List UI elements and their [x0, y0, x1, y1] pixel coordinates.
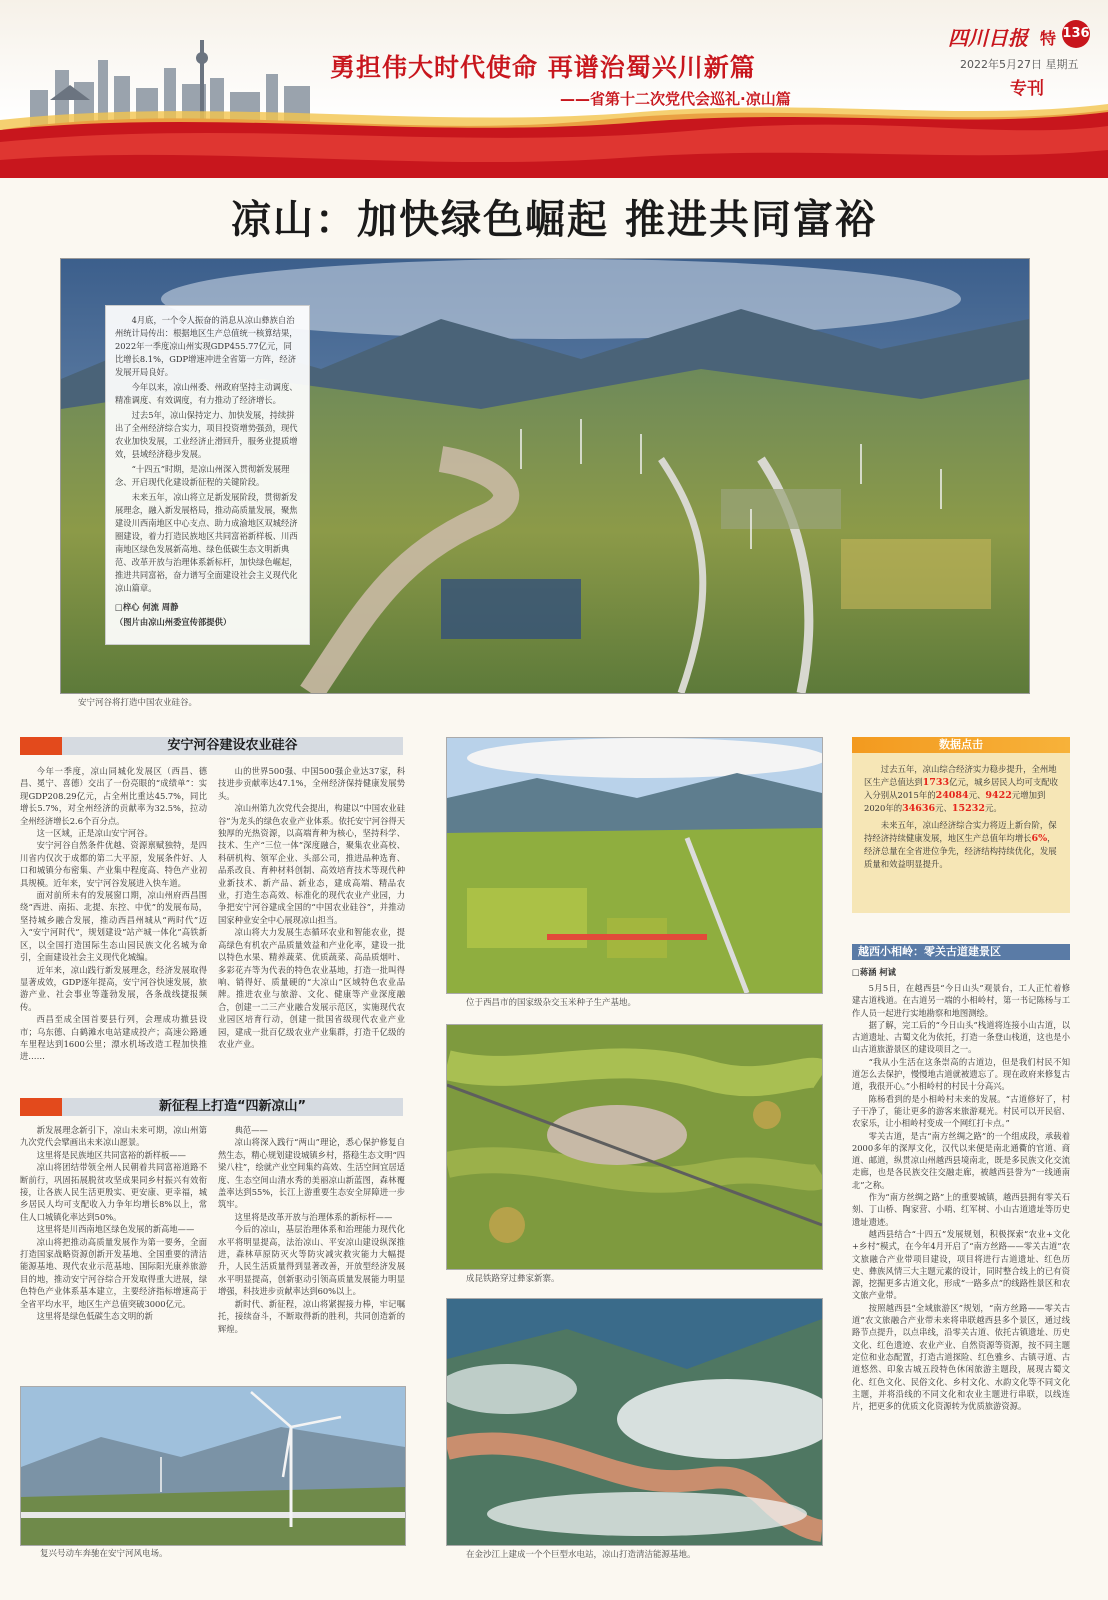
article-paragraph: 这里将是绿色低碳生态文明的新 [36, 1311, 153, 1322]
wind-turbine-train-image [21, 1387, 405, 1545]
section2-column-1 [20, 1124, 207, 1379]
hero-caption: 安宁河谷将打造中国农业硅谷。 [78, 698, 198, 708]
yuexi-article-body [852, 982, 1070, 1544]
issue-date: 2022年5月27日 星期五 [960, 58, 1079, 71]
article-paragraph: 凉山将大力发展生态循环农业和智能农业，提高绿色有机农产品质量效益和产业化率，建设一批以特色水果、精养蔬菜、优质蔬菜、高品质烟叶、多彩花卉等为代表的特色农业基地，打造一批叫得响、销得好、质量硬的“大凉山”区域特色农业品牌。推进农业与旅游、文化、健康等产业深度融合，创建一二三产业融合发展示范区，实施现代农业园区培育行动，创建一批国省级现代农业产业园，建成一批百亿级农业产业集群，打造千亿级的农业产业。 [218, 927, 405, 1049]
valley-caption: 位于西昌市的国家级杂交玉米种子生产基地。 [466, 998, 637, 1008]
article-paragraph: 这一区域，正是凉山安宁河谷。 [36, 828, 153, 839]
intro-paragraph: “十四五”时期，是凉山州深入贯彻新发展理念、开启现代化建设新征程的关键阶段。 [115, 464, 290, 487]
article-paragraph: 陈杨看到的是小相岭村未来的发展。“古道修好了，村子干净了，能让更多的游客来旅游观光。村民可以开民宿、农家乐，让小相岭村变成一个网红打卡点。” [852, 1093, 1070, 1129]
article-paragraph: 这里将是民族地区共同富裕的新样板—— [36, 1149, 186, 1160]
corn-seed-base-photo [446, 737, 823, 994]
yi-village-photo [446, 1024, 823, 1270]
urban-income-2020: 34636 [902, 803, 936, 814]
article-paragraph: 按照越西县“全域旅游区”规划，“南方丝路——零关古道”农文旅融合产业带未来将串联越西县多个景区，通过线路节点提升，以点串线，沿零关古道、依托古镇遗址、历史文化、红色遗迹、农业产业、自然资源等资源，按不同主题定位和业态配置，打造古道探险、红色雅乡、古镇寻道、古道悠然、印象古城五段特色休闲旅游主题段，展现古蜀文化、红色文化、民俗文化、乡村文化、水韵文化等不同文化主题，并将沿线的不同文化和农业主题进行串联，以线连片，把更多的优质文化资源转为优质旅游资源。 [852, 1302, 1070, 1412]
village-caption: 成昆铁路穿过彝家新寨。 [466, 1274, 560, 1284]
intro-paragraph: 未来五年，凉山将立足新发展阶段，贯彻新发展理念，融入新发展格局，推动高质量发展，聚焦建设川西南地区中心支点、助力成渝地区双城经济圈建设，着力打造民族地区共同富裕新样板、川西南地区绿色发展新高地、绿色低碳生态文明新典范、改革开放与治理体系新标杆，加快绿色崛起，推进共同富裕，奋力谱写全面建设社会主义现代化凉山篇章。 [115, 492, 298, 593]
intro-paragraph: 4月底，一个令人振奋的消息从凉山彝族自治州统计局传出：根据地区生产总值统一核算结果，2022年一季度凉山州实现GDP455.77亿元，同比增长8.1%，GDP增速冲进全省第一方阵，经济发展开局良好。 [115, 315, 298, 377]
article-paragraph: 这里将是改革开放与治理体系的新标杆—— [234, 1211, 393, 1222]
river-mountains-image [447, 1299, 822, 1545]
newspaper-masthead: 四川日报 [948, 26, 1028, 50]
page-headline: 凉山：加快绿色崛起 推进共同富裕 [231, 197, 877, 243]
banner [0, 0, 1108, 178]
data-box-title: 数据点击 [852, 737, 1070, 753]
article-paragraph: 新发展理念新引下，凉山未来可期，凉山州第九次党代会擘画出未来凉山愿景。 [20, 1125, 207, 1148]
article-paragraph: 越西县结合“十四五”发展规划，积极探索“农业+文化+乡村”模式，在今年4月开启了“南方丝路——零关古道”农文旅融合产业带项目建设，项目将进行古道遗址、红色历史、彝族风情三大主题元素的设计，同时整合线上的已有资源，挖掘更多古道文化，形成“一路多点”的线路性景区和农文旅产业带。 [852, 1228, 1070, 1301]
article-paragraph: 今后的凉山，基层治理体系和治理能力现代化水平将明显提高，法治凉山、平安凉山建设纵深推进，森林草原防灭火等防灾减灾救灾能力大幅提升，人民生活质量得到显著改善，开放型经济发展水平明显提高，创新驱动引领高质量发展能力明显增强，科技进步贡献率达到60%以上。 [218, 1224, 405, 1297]
rural-income-2020: 15232 [951, 803, 985, 814]
gdp-value: 1733 [922, 777, 950, 788]
red-wave-band [0, 100, 1108, 178]
article-paragraph: 面对前所未有的发展窗口期，凉山州府西昌围绕“西进、南拓、北提、东控、中优”的发展布局，坚持城乡融合发展，推动西昌州城从“两时代”迈入“安宁河时代”，规划建设“站产城一体化”高铁新区，以全国打造国际生态山园民族文化名城为命引，全面建设社会主义现代化城编。 [20, 890, 207, 963]
article-paragraph: 凉山将团结带领全州人民朝着共同富裕道路不断前行，巩固拓展脱贫攻坚成果同乡村振兴有效衔接，让各族人民生活更殷实、更安康、更幸福，城乡居民人均可支配收入力争年均增长8%以上，常住人口城镇化率达到50%。 [20, 1162, 207, 1222]
article-paragraph: 零关古道，是古“南方丝绸之路”的一个组成段，承载着2000多年的深厚文化，汉代以来便是南北通衢的官道、商道、邮道，纵贯凉山州越西县境南北，既是多民族文化交流走廊，也是各民族交往交融走廊，被越西县誉为“一线通南北”之称。 [852, 1130, 1070, 1190]
masthead-suffix: 特 [1040, 29, 1057, 48]
article-paragraph: 5月5日，在越西县“今日山头”观景台，工人正忙着修建古道栈道。在古道另一端的小相岭村，第一书记陈杨与工作人员一起进行实地勘察和地图测绘。 [852, 983, 1070, 1018]
article-paragraph: 据了解，完工后的“今日山头”栈道将连接小山古道，以古道遗址、古蜀文化为依托，打造一条登山栈道，这也是小山古道旅游景区的建设项目之一。 [852, 1019, 1070, 1055]
article-paragraph: 安宁河谷自然条件优越、资源禀赋独特，是四川省内仅次于成都的第二大平原，发展条件好、人口和城镇分布密集、产业集中程度高、特色产业初具规模。近年来，安宁河谷发展进入快车道。 [20, 840, 207, 888]
urban-income-2015: 24084 [935, 790, 969, 801]
article-paragraph: 这里将是川西南地区绿色发展的新高地—— [36, 1224, 195, 1235]
edition-label: 专刊 [1010, 79, 1044, 99]
data-paragraph-2: 未来五年，凉山经济综合实力将迈上新台阶，保持经济持续健康发展，地区生产总值年均增长6%，经济总量在全省进位争先，经济结构持续优化，发展质量和效益明显提升。 [864, 820, 1057, 869]
intro-paragraph: 今年以来，凉山州委、州政府坚持主动调度、精准调度、有效调度，有力推动了经济增长。 [115, 382, 298, 405]
terraced-village-image [447, 1025, 822, 1269]
data-paragraph-1: 过去五年，凉山综合经济实力稳步提升，全州地区生产总值达到1733亿元，城乡居民人均可支配收入分别从2015年的24084元、9422元增加到2020年的34636元、15232元。 [864, 764, 1058, 814]
article-paragraph: 今年一季度，凉山同城化发展区（西昌、德昌、冕宁、喜德）交出了一份亮眼的“成绩单”：实现GDP208.29亿元，占全州比重达45.7%，同比增长5.7%，对全州经济的贡献率为32.5%，拉动全州经济增长2.6个百分点。 [20, 766, 207, 826]
page-number-badge: 136 [1062, 20, 1090, 48]
article-paragraph: 凉山州第九次党代会提出，构建以“中国农业硅谷”为龙头的绿色农业产业体系。依托安宁河谷得天独厚的光热资源，以高端育种为核心，坚持科学、技术、生产“三位一体”深度融合，聚集农业高校、科研机构、领军企业、头部公司，推进品种选育、品系改良、育种材料创制、高效培育技术等现代种业新技术、新产品、新业态，建成高端、精品农业，打造生态高效、标准化的现代农业产业园，力争把安宁河谷建成全国的“中国农业硅谷”，并推动国家种业安全中心展现凉山担当。 [218, 803, 405, 925]
section1-column-2 [218, 765, 405, 1087]
valley-fields-image [447, 738, 822, 993]
windfarm-photo [20, 1386, 406, 1546]
article-paragraph: 新时代、新征程，凉山将紧握接力棒，牢记嘱托，接续奋斗，不断取得新的胜利，共同创造新的辉煌。 [218, 1298, 405, 1334]
article-paragraph: 近年来，凉山践行新发展理念，经济发展取得显著成效，GDP逐年提高，安宁河谷快速发展，旅游产业、社会事业等蓬勃发展，各条战线捷报频传。 [20, 964, 207, 1012]
article-paragraph: 凉山将深入践行“两山”理论，悉心保护修复自然生态，精心规划建设城镇乡村，搭稳生态文明“四梁八柱”，绘就产业空间集约高效、生活空间宜居适度、生态空间山清水秀的美丽凉山新蓝图，森林覆盖率达到55%，长江上游重要生态安全屏障进一步筑牢。 [218, 1137, 405, 1210]
yuexi-byline: □蒋涵 柯诚 [852, 967, 896, 977]
rural-income-2015: 9422 [985, 790, 1012, 801]
yuexi-article-title: 越西小相岭：零关古道建景区 [852, 944, 1070, 960]
intro-paragraph: 过去5年，凉山保持定力、加快发展，持续拼出了全州经济综合实力，项目投资增势强劲，现代农业加快发展，工业经济止滑回升，服务业提质增效，县域经济稳步发展。 [115, 410, 298, 459]
banner-slogan: 勇担伟大时代使命 再谱治蜀兴川新篇 [330, 53, 756, 82]
article-paragraph: “我从小生活在这条崇高的古道边，但是我们村民不知道怎么去保护，慢慢地古道就被遗忘了。现在政府来修复古道，我很开心。”小相岭村的村民十分高兴。 [852, 1056, 1070, 1092]
article-paragraph: 作为“南方丝绸之路”上的重要城镇，越西县拥有零关石刻、丁山桥、陶家营、小哨、红军树、小山古道遗址等历史遗址遗迹。 [852, 1192, 1070, 1227]
intro-byline: □梓心 何流 周静 [115, 602, 179, 612]
river-caption: 在金沙江上建成一个个巨型水电站，凉山打造清洁能源基地。 [466, 1550, 696, 1560]
photo-credit: （图片由凉山州委宣传部提供） [115, 617, 232, 627]
article-paragraph: 典范—— [234, 1125, 268, 1135]
banner-subtitle: ——省第十二次党代会巡礼·凉山篇 [560, 90, 791, 108]
section1-column-1 [20, 765, 207, 1087]
article-paragraph: 西昌至成全国首要县行列，会理成功撤县设市；乌东德、白鹤滩水电站建成投产；高速公路通车里程达到1600公里；漂水机场改造工程加快推进…… [20, 1014, 207, 1062]
growth-rate: 6% [1031, 833, 1048, 844]
section2-column-2 [218, 1124, 405, 1379]
windfarm-caption: 复兴号动车奔驰在安宁河风电场。 [40, 1549, 168, 1559]
data-highlights-box [852, 737, 1070, 913]
section-title-agri-valley: 安宁河谷建设农业硅谷 [20, 737, 403, 755]
article-paragraph: 凉山将把推动高质量发展作为第一要务，全面打造国家战略资源创新开发基地、全国重要的清洁能源基地、现代农业示范基地、国际阳光康养旅游目的地，推动安宁河谷综合开发取得重大进展，绿色特色产业体系基本建立，主要经济指标增速高于全省平均水平，地区生产总值突破3000亿元。 [20, 1236, 207, 1309]
article-paragraph: 山的世界500强、中国500强企业达37家，科技进步贡献率达47.1%，全州经济保持健康发展势头。 [218, 766, 405, 801]
section-title-four-new-liangshan: 新征程上打造“四新凉山” [20, 1098, 403, 1116]
jinsha-river-photo [446, 1298, 823, 1546]
intro-text-box [105, 305, 310, 645]
